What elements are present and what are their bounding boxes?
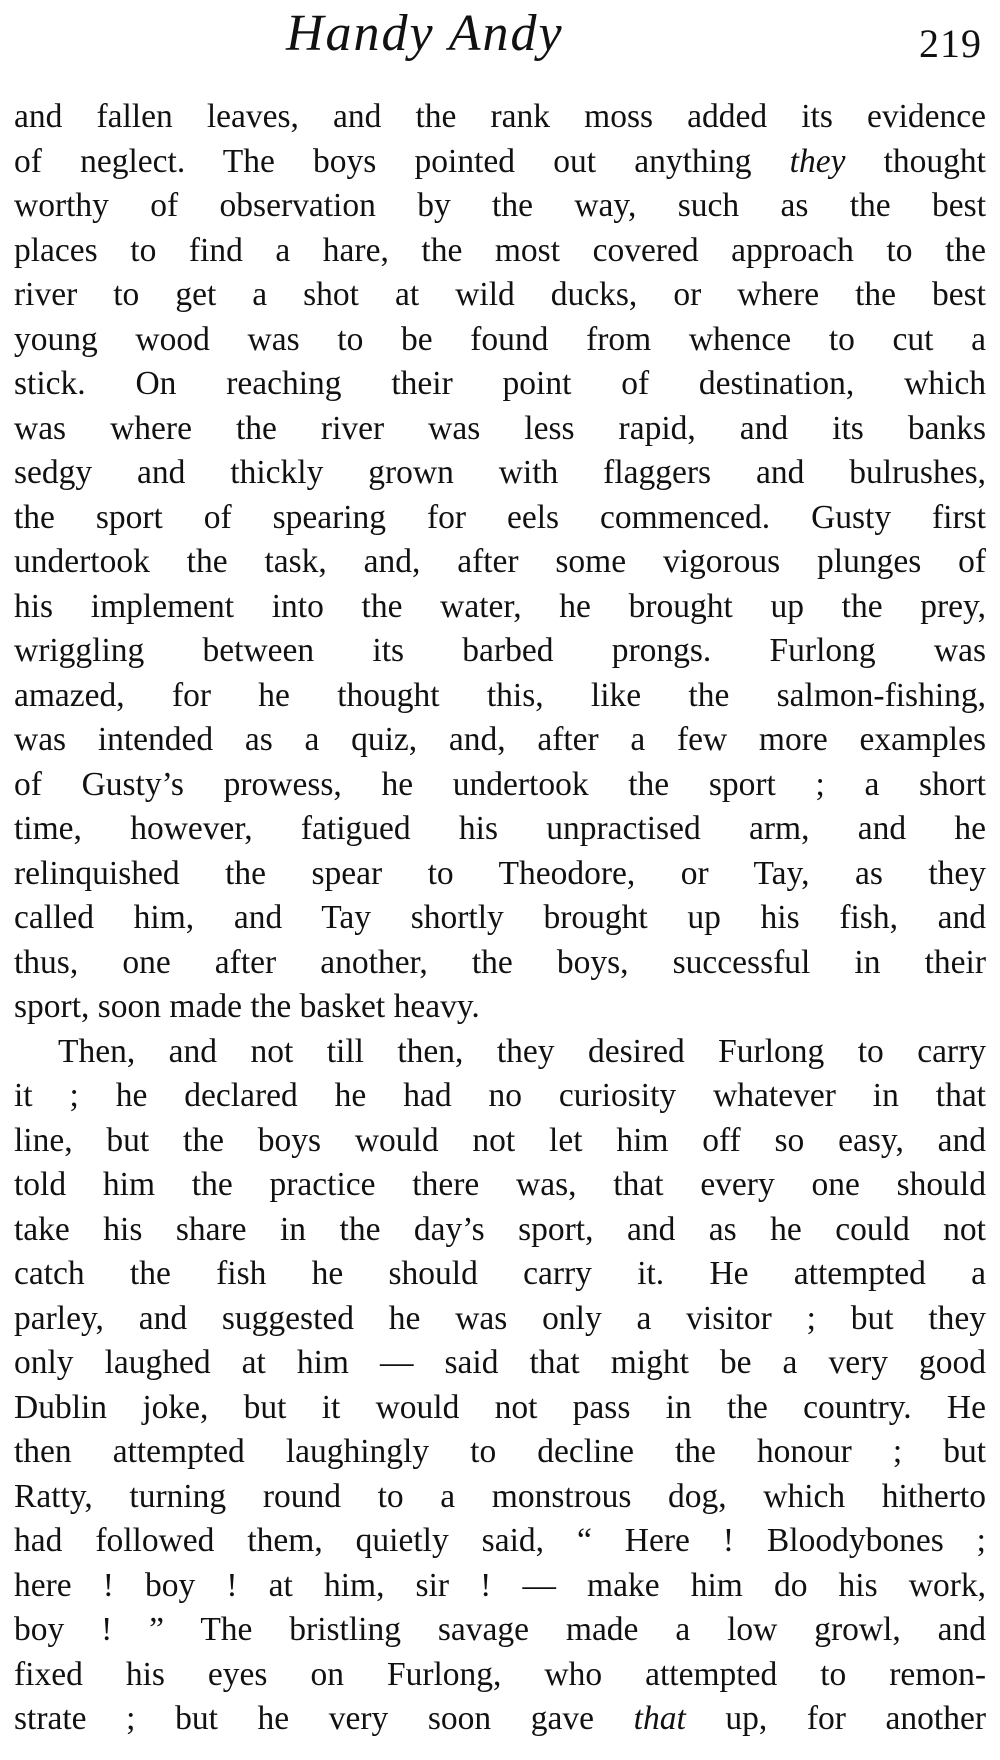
text-line	[14, 807, 986, 852]
text-line	[14, 629, 986, 674]
italic-text: that	[633, 1700, 686, 1737]
text-line	[14, 540, 986, 585]
text-line	[14, 763, 986, 808]
text-segment: wriggling between its barbed prongs. Furlong was	[14, 632, 986, 669]
text-segment: time, however, fatigued his unpractised arm, and he	[14, 810, 986, 847]
text-segment: thought	[845, 142, 986, 180]
text-line	[14, 1653, 986, 1698]
text-segment: places to find a hare, the most covered approach to the	[14, 231, 986, 269]
book-page	[14, 0, 986, 1760]
text-line	[14, 1208, 986, 1253]
text-line	[14, 407, 986, 452]
text-segment: only laughed at him — said that might be a very good	[14, 1344, 986, 1381]
text-line	[14, 1430, 986, 1475]
text-segment: undertook the task, and, after some vigorous plunges of	[14, 543, 986, 580]
text-segment: was intended as a quiz, and, after a few more examples	[14, 721, 986, 758]
text-line	[14, 496, 986, 541]
text-segment: line, but the boys would not let him off so easy, and	[14, 1121, 986, 1159]
text-segment: it ; he declared he had no curiosity whatever in that	[14, 1077, 986, 1114]
text-segment: of Gusty’s prowess, he undertook the sport ; a short	[14, 765, 986, 803]
text-line	[14, 1564, 986, 1609]
text-segment: thus, one after another, the boys, successful in their	[14, 943, 986, 981]
text-line	[14, 1297, 986, 1342]
text-segment: worthy of observation by the way, such as the best	[14, 187, 986, 224]
text-segment: stick. On reaching their point of destination, which	[14, 365, 986, 402]
text-line	[14, 362, 986, 407]
text-segment: river to get a shot at wild ducks, or where the best	[14, 276, 986, 313]
text-line	[14, 1163, 986, 1208]
text-line	[14, 896, 986, 941]
text-segment: relinquished the spear to Theodore, or Tay, as they	[14, 854, 986, 892]
page-header	[14, 0, 986, 95]
body-text	[14, 95, 986, 1742]
text-segment: boy ! ” The bristling savage made a low growl, and	[14, 1611, 986, 1648]
text-segment: up, for another	[685, 1700, 986, 1737]
text-segment: the sport of spearing for eels commenced. Gusty first	[14, 498, 986, 536]
text-segment: of neglect. The boys pointed out anything	[14, 142, 790, 180]
text-line	[14, 674, 986, 719]
text-line	[14, 1475, 986, 1520]
text-line	[14, 95, 986, 140]
text-line	[14, 451, 986, 496]
text-line	[14, 1074, 986, 1119]
text-segment: had followed them, quietly said, “ Here ! Bloodybones ;	[14, 1522, 986, 1559]
text-segment: take his share in the day’s sport, and as he could not	[14, 1210, 986, 1248]
text-line	[14, 585, 986, 630]
italic-text: they	[789, 142, 846, 180]
text-segment: Then, and not till then, they desired Furlong to carry	[58, 1032, 986, 1070]
text-line	[14, 1386, 986, 1431]
text-line	[14, 273, 986, 318]
text-line	[14, 184, 986, 229]
text-segment: Dublin joke, but it would not pass in the country. He	[14, 1388, 986, 1426]
text-line	[14, 1252, 986, 1297]
text-line	[14, 852, 986, 897]
page-number: 219	[919, 21, 982, 66]
text-segment: strate ; but he very soon gave	[14, 1700, 634, 1737]
text-segment: fixed his eyes on Furlong, who attempted to remon-	[14, 1655, 986, 1693]
text-line	[14, 1697, 986, 1742]
text-segment: catch the fish he should carry it. He attempted a	[14, 1255, 986, 1292]
text-line	[14, 941, 986, 986]
text-line	[14, 140, 986, 185]
text-line	[14, 985, 986, 1030]
text-line	[14, 1119, 986, 1164]
text-segment: parley, and suggested he was only a visitor ; but they	[14, 1299, 986, 1337]
text-segment: Ratty, turning round to a monstrous dog, which hitherto	[14, 1477, 986, 1515]
text-segment: his implement into the water, he brought up the prey,	[14, 587, 986, 625]
text-line	[14, 318, 986, 363]
text-segment: was where the river was less rapid, and its banks	[14, 409, 986, 447]
text-line	[14, 1030, 986, 1075]
text-segment: and fallen leaves, and the rank moss added its evidence	[14, 98, 986, 135]
text-line	[14, 229, 986, 274]
text-segment: sport, soon made the basket heavy.	[14, 988, 480, 1025]
text-line	[14, 1608, 986, 1653]
text-segment: here ! boy ! at him, sir ! — make him do his work,	[14, 1566, 986, 1604]
text-segment: then attempted laughingly to decline the honour ; but	[14, 1433, 986, 1470]
text-line	[14, 1519, 986, 1564]
text-segment: told him the practice there was, that every one should	[14, 1166, 986, 1203]
text-segment: young wood was to be found from whence to cut a	[14, 320, 986, 358]
text-line	[14, 718, 986, 763]
running-title: Handy Andy	[286, 5, 564, 62]
text-segment: sedgy and thickly grown with flaggers and bulrushes,	[14, 454, 986, 491]
text-line	[14, 1341, 986, 1386]
text-segment: amazed, for he thought this, like the salmon-fishing,	[14, 676, 986, 714]
text-segment: called him, and Tay shortly brought up his fish, and	[14, 899, 986, 936]
